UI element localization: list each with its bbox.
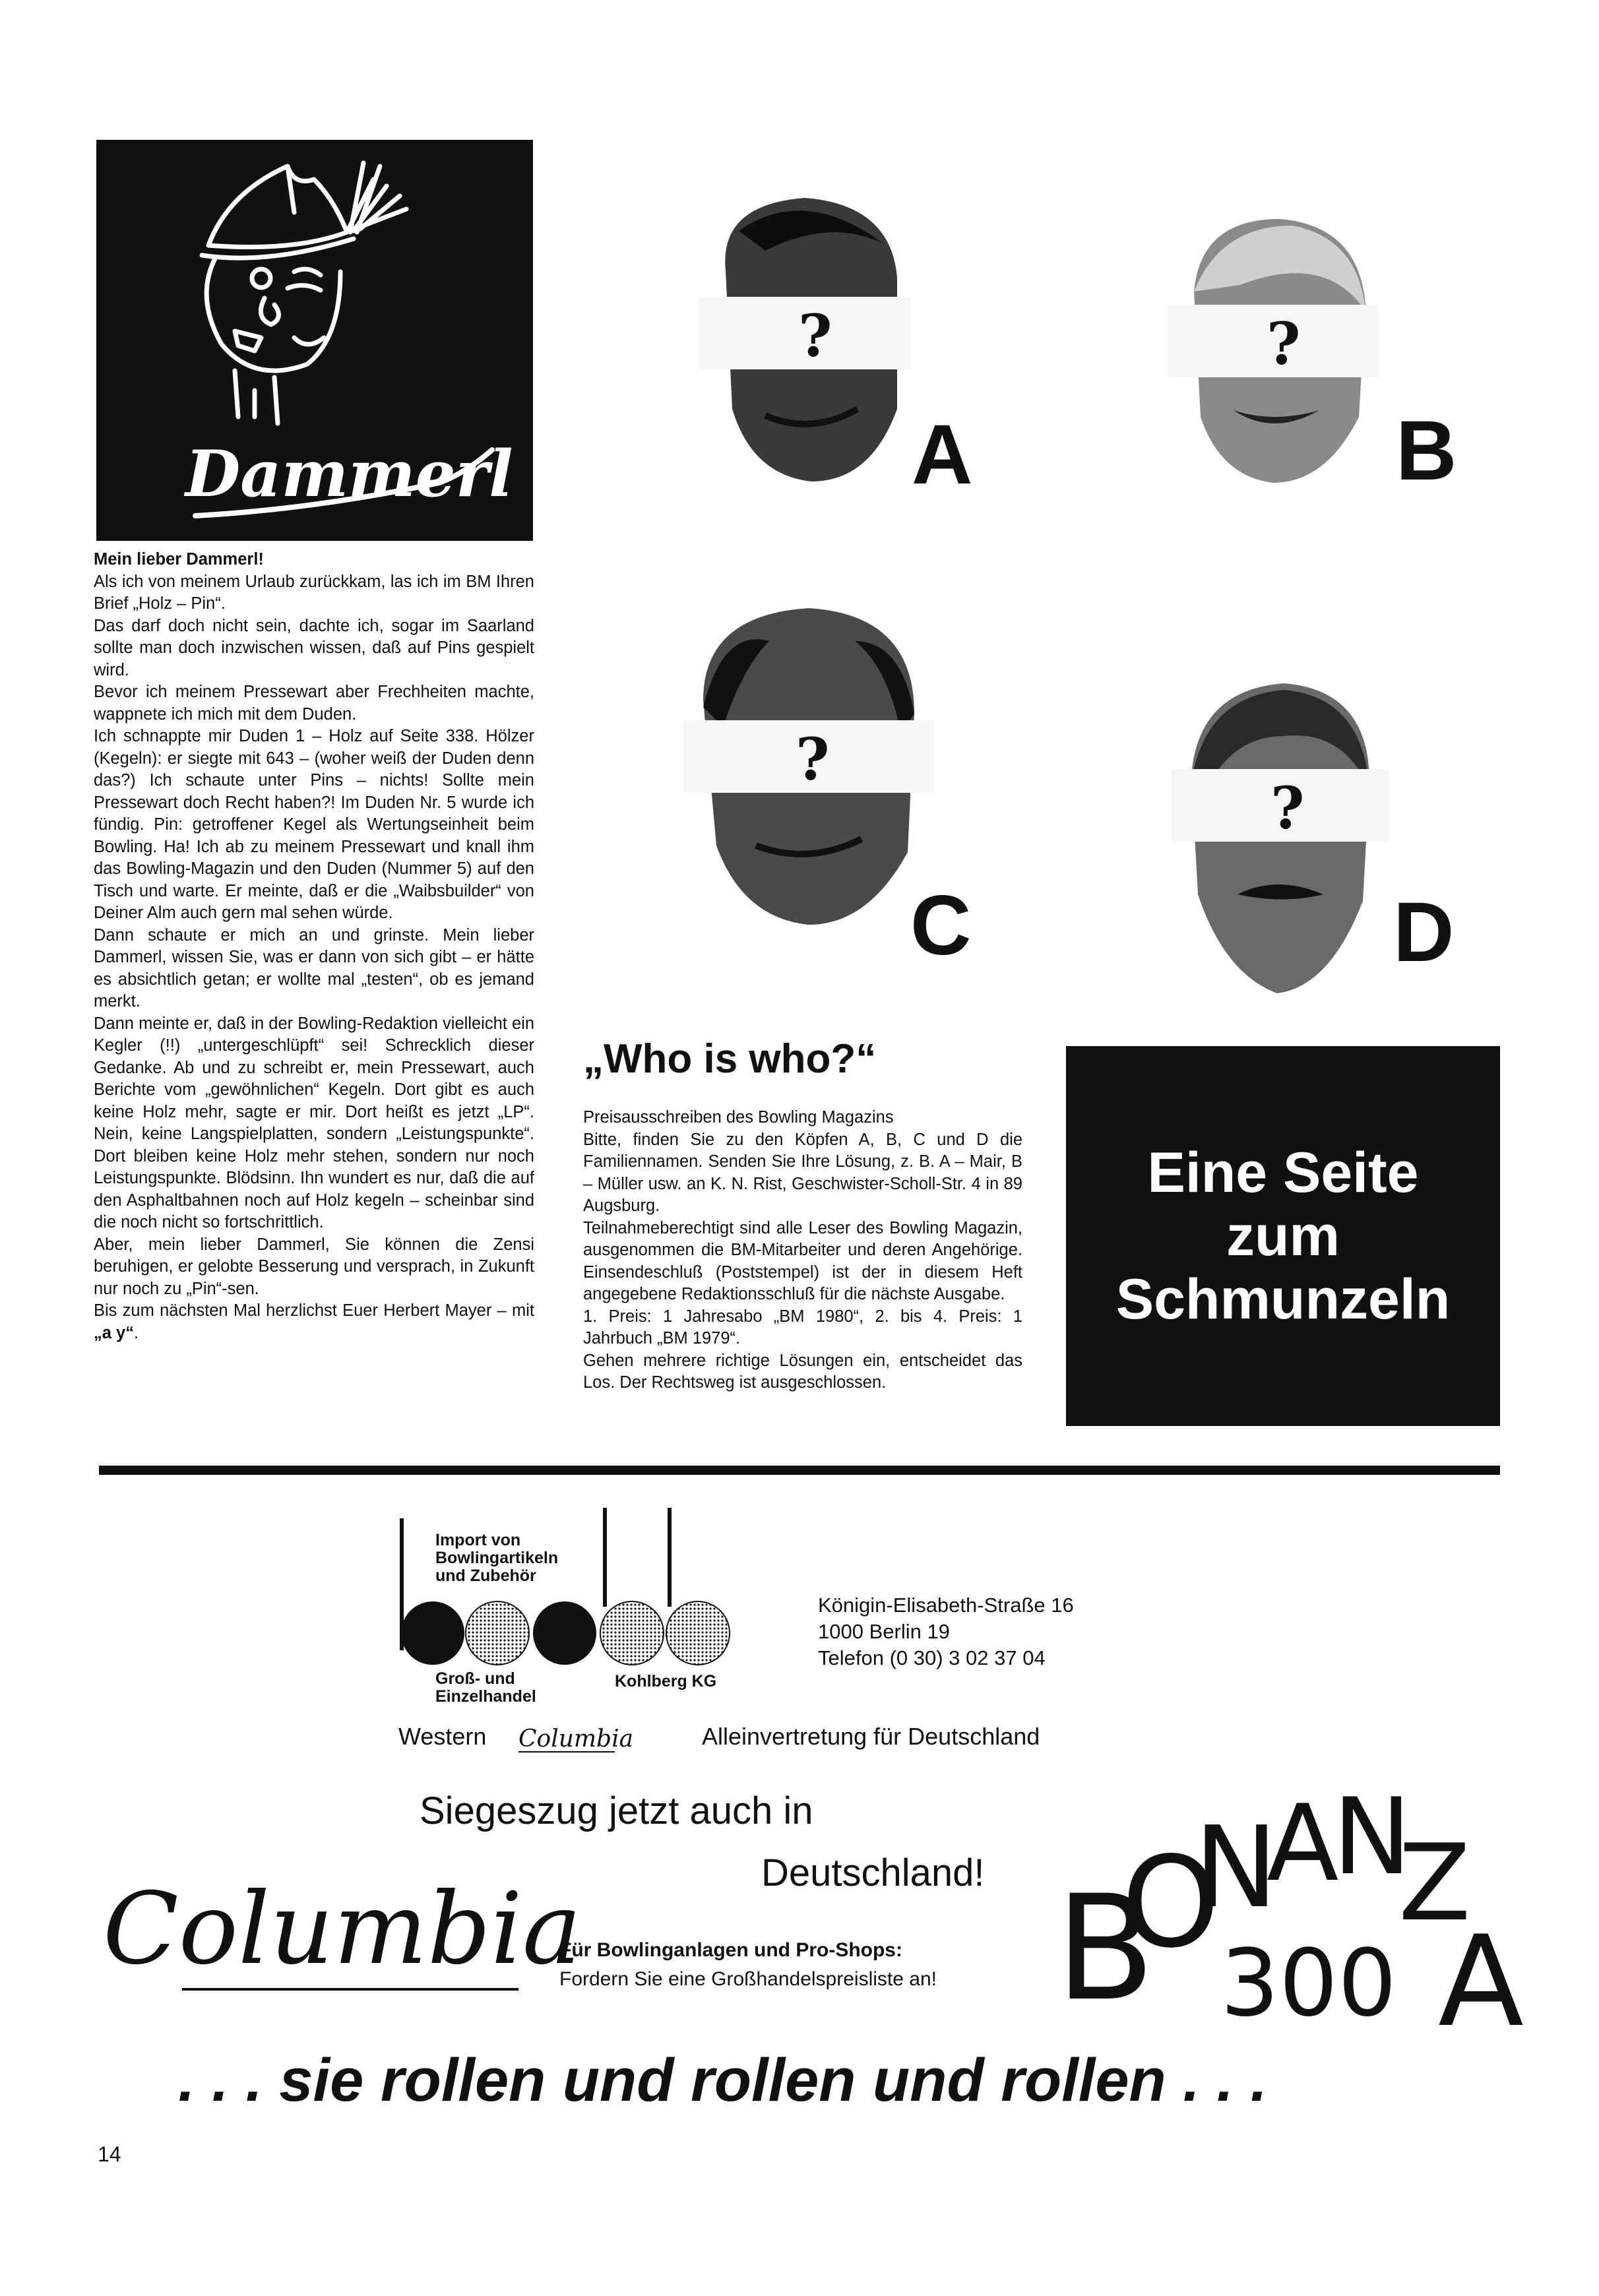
letter-paragraph: Als ich von meinem Urlaub zurückkam, las ich im BM Ihren Brief „Holz – Pin“. [94, 572, 534, 613]
contest-paragraph: Bitte, finden Sie zu den Köpfen A, B, C und D die Familiennamen. Senden Sie Ihre Lösung, z. B. A – Mair, B – Müller usw. an K. N. Rist, Geschwister-Scholl-Str. 4 in 89 Augsburg. [583, 1130, 1022, 1215]
import-line-2: Bowlingartikeln [435, 1549, 559, 1567]
contest-paragraph: Preisausschreiben des Bowling Magazins [583, 1108, 894, 1127]
bonanza-number: 300 [1220, 1930, 1397, 2037]
smile-line-1: Eine Seite [1147, 1141, 1419, 1204]
bonanza-letter: A [1267, 1782, 1339, 1905]
face-a-mark: ? [798, 301, 832, 370]
western-label: Western [398, 1723, 487, 1750]
face-c [683, 602, 934, 931]
face-d [1172, 677, 1389, 1000]
letter-closing [94, 1300, 534, 1344]
smile-box [1066, 1046, 1500, 1426]
import-line-1: Import von [435, 1531, 521, 1549]
address-line-3: Telefon (0 30) 3 02 37 04 [818, 1646, 1046, 1669]
import-line-3: und Zubehör [435, 1567, 536, 1585]
address-line-2: 1000 Berlin 19 [818, 1620, 950, 1643]
contest-paragraph: Teilnahmeberechtigt sind alle Leser des Bowling Magazin, ausgenommen die BM-Mitarbeiter und deren Angehörige. Einsendeschluß (Poststempel) ist der in diesem Heft angegebene Redaktionsschluß für die nächste Ausgabe. [583, 1218, 1022, 1303]
allein-label: Alleinvertretung für Deutschland [702, 1723, 1040, 1750]
smile-line-3: Schmunzeln [1115, 1268, 1451, 1331]
face-c-label: C [910, 879, 972, 973]
contest-title: „Who is who?“ [583, 1036, 877, 1082]
face-d-mark: ? [1270, 774, 1305, 842]
face-c-mark: ? [796, 725, 830, 793]
bonanza-letter: O [1121, 1830, 1220, 1975]
section-divider [99, 1466, 1500, 1475]
siegeszug-line-1: Siegeszug jetzt auch in [420, 1789, 813, 1832]
columbia-small-logo [516, 1718, 634, 1760]
closing-end: . [133, 1323, 139, 1342]
gross-line-1: Groß- und [435, 1669, 515, 1688]
dammerl-drawing [96, 140, 533, 541]
closing-bold: „a y“ [94, 1323, 134, 1342]
address-line-1: Königin-Elisabeth-Straße 16 [818, 1594, 1074, 1617]
letter-paragraph: Das darf doch nicht sein, dachte ich, sogar im Saarland sollte man doch inzwischen wissen, daß auf Pins gespielt wird. [94, 616, 534, 679]
letter-column [94, 549, 534, 1344]
contest-paragraph: 1. Preis: 1 Jahresabo „BM 1980“, 2. bis 4. Preis: 1 Jahrbuch „BM 1979“. [583, 1307, 1022, 1348]
pro-shop-line: Fordern Sie eine Großhandelspreisliste an! [559, 1968, 937, 1990]
slogan: . . . sie rollen und rollen und rollen . . . [178, 2047, 1268, 2114]
pro-shop-label: Für Bowlinganlagen und Pro-Shops: [559, 1939, 902, 1961]
letter-paragraph: Ich schnappte mir Duden 1 – Holz auf Seite 338. Hölzer (Kegeln): er siegte mit 643 – (woher weiß der Duden denn das?) Ich schaute unter Pins – nichts! Sollte mein Pressewart doch Recht haben?! Im Duden Nr. 5 wurde ich fündig. Pin: getroffener Kegel als Wertungseinheit beim Bowling. Ha! Ich ab zu meinem Pressewart und knall ihm das Bowling-Magazin und den Duden (Nummer 5) auf den Tisch und warte. Er meinte, daß er die „Waibsbuilder“ von Deiner Alm auch gern mal sehen würde. [94, 727, 534, 922]
face-a-label: A [912, 408, 973, 502]
page-number: 14 [98, 2142, 121, 2166]
bonanza-logo [1055, 1775, 1524, 2058]
bodoko-logo [400, 1508, 769, 1706]
face-b [1161, 212, 1385, 489]
cartoon-signature: Dammerl [185, 437, 513, 511]
contest-paragraph: Gehen mehrere richtige Lösungen ein, entscheidet das Los. Der Rechtsweg ist ausgeschlossen. [583, 1351, 1022, 1392]
letter-paragraph: Dann meinte er, daß in der Bowling-Redaktion vielleicht ein Kegler (!!) „untergeschlüpft“ sei! Schrecklich dieser Gedanke. Ab und zu schreibt er, mein Pressewart, auch Berichte vom „gewöhnlichen“ Kegeln. Dort gibt es auch keine Holz mehr, sagte er mir. Dort heißt es jetzt „LP“. Nein, keine Langspielplatten, sondern „Leistungspunkte“. Dort bleiben keine Holz mehr stehen, sondern nur noch Leistungspunkte. Blödsinn. Ihn wundert es nur, daß die auf den Asphaltbahnen noch auf Holz kegeln – scheinbar sind die noch nicht so fortschrittlich. [94, 1014, 534, 1231]
columbia-big-logo [96, 1864, 582, 2019]
bonanza-letter: N [1194, 1803, 1278, 1933]
kohlberg-label: Kohlberg KG [615, 1672, 717, 1691]
contest-text [583, 1107, 1022, 1394]
bonanza-letter: N [1332, 1775, 1412, 1898]
letter-greeting: Mein lieber Dammerl! [94, 550, 264, 569]
columbia-small-text: Columbia [518, 1725, 634, 1753]
siegeszug-line-2: Deutschland! [761, 1851, 985, 1894]
letter-paragraph: Dann schaute er mich an und grinste. Mein lieber Dammerl, wissen Sie, was er dann von sich gibt – er hätte es absichtlich getan; er wollte mal „testen“, ob es jemand merkt. [94, 925, 534, 1010]
company-address [818, 1592, 1074, 1671]
gross-line-2: Einzelhandel [435, 1687, 536, 1706]
face-b-mark: ? [1267, 309, 1301, 378]
face-b-label: B [1396, 404, 1457, 498]
letter-paragraph: Aber, mein lieber Dammerl, Sie können die Zensi beruhigen, er gelobte Besserung und versprach, in Zukunft nur noch zu „Pin“-sen. [94, 1235, 534, 1298]
bonanza-letter: A [1438, 1909, 1524, 2055]
smile-line-2: zum [1226, 1204, 1340, 1268]
closing-text: Bis zum nächsten Mal herzlichst Euer Herbert Mayer – mit [94, 1301, 534, 1320]
letter-paragraph: Bevor ich meinem Pressewart aber Frechheiten machte, wappnete ich mich mit dem Duden. [94, 683, 534, 724]
dammerl-cartoon [96, 140, 533, 541]
bonanza-letter: Z [1398, 1821, 1471, 1944]
face-a [699, 191, 910, 488]
face-d-label: D [1393, 885, 1455, 979]
columbia-big-text: Columbia [103, 1872, 582, 1987]
bonanza-letter: B [1055, 1864, 1155, 2033]
